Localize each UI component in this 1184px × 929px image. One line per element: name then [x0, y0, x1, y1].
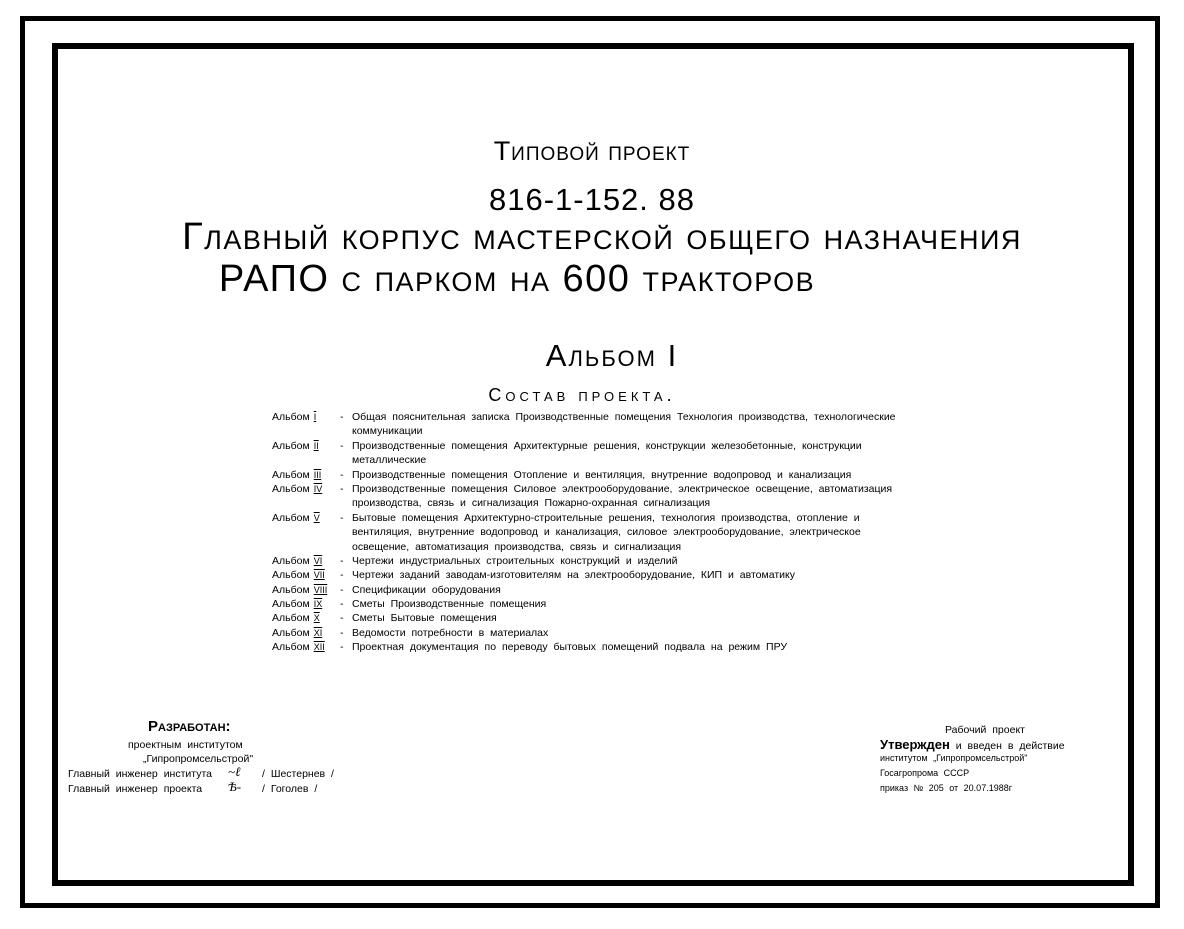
dash: -	[340, 554, 344, 567]
title-line-1: Главный корпус мастерской общего назначения	[182, 216, 1022, 258]
album-description: коммуникации	[352, 425, 423, 438]
album-number: IX	[313, 599, 323, 610]
approval-line-3: институтом „Гипропромсельстрой"	[880, 753, 1028, 763]
album-number: VI	[313, 555, 323, 566]
signature-1: ~ℓ	[228, 764, 241, 779]
album-label-text: Альбом	[272, 626, 310, 639]
album-number: XII	[313, 642, 325, 653]
album-description: Сметы Производственные помещения	[352, 598, 547, 611]
album-label-text: Альбом	[272, 569, 310, 582]
dash: -	[340, 583, 344, 596]
album-number: X	[313, 613, 320, 624]
album-description: вентиляция, внутренние водопровод и канализация, силовое электрооборудование, электрическое	[352, 526, 861, 539]
chief-institute-label: Главный инженер института	[68, 768, 212, 780]
project-number: 816-1-152. 88	[488, 182, 696, 217]
album-description: освещение, автоматизация производства, связь и сигнализация	[352, 540, 682, 553]
album-label-text: Альбом	[272, 554, 310, 567]
album-label	[272, 583, 336, 597]
album-label	[272, 482, 336, 496]
album-label	[272, 554, 336, 568]
dash: -	[340, 468, 344, 481]
signature-2: Ѣ-	[228, 779, 242, 794]
album-label	[272, 439, 336, 453]
contents-heading: Состав проекта.	[488, 385, 676, 405]
album-number: VIII	[313, 584, 328, 595]
album-label	[272, 410, 336, 424]
album-description: Производственные помещения Отопление и вентиляция, внутренние водопровод и канализация	[352, 468, 852, 481]
chief-project-name: / Гоголев /	[262, 783, 318, 795]
chief-project-label: Главный инженер проекта	[68, 783, 203, 795]
album-description: Бытовые помещения Архитектурно-строительные решения, технология производства, отопление и	[352, 511, 860, 524]
chief-institute-name: / Шестернев /	[262, 768, 334, 780]
album-description: Проектная документация по переводу бытовых помещений подвала на режим ПРУ	[352, 641, 788, 654]
approval-line-2	[880, 737, 1065, 752]
approval-line-2-rest: и введен в действие	[955, 740, 1065, 752]
album-description: Спецификации оборудования	[352, 583, 501, 596]
album-label	[272, 626, 336, 640]
album-description: Сметы Бытовые помещения	[352, 612, 497, 625]
album-label-text: Альбом	[272, 511, 310, 524]
album-heading: Альбом I	[545, 338, 679, 373]
project-type: Типовой проект	[493, 136, 691, 166]
dash: -	[340, 626, 344, 639]
album-description: металлические	[352, 454, 427, 467]
album-description: Производственные помещения Силовое электрооборудование, электрическое освещение, автоматизация	[352, 482, 893, 495]
dash: -	[340, 598, 344, 611]
album-description: Общая пояснительная записка Производственные помещения Технология производства, технологические	[352, 411, 896, 423]
album-number: V	[313, 512, 320, 523]
album-description: Ведомости потребности в материалах	[352, 626, 549, 639]
album-description: Чертежи индустриальных строительных конструкций и изделий	[352, 554, 678, 567]
album-number: IV	[313, 483, 323, 494]
album-description: Производственные помещения Архитектурные решения, конструкции железобетонные, конструкции	[352, 439, 862, 452]
album-label	[272, 597, 336, 611]
album-label-text: Альбом	[272, 583, 310, 596]
album-label	[272, 468, 336, 482]
approved-label: Утвержден	[880, 737, 950, 752]
album-description: Чертежи заданий заводам-изготовителям на электрооборудование, КИП и автоматику	[352, 569, 795, 582]
developer-heading: Разработан:	[148, 718, 231, 735]
album-label	[272, 640, 336, 654]
album-label	[272, 568, 336, 582]
album-number: VII	[313, 570, 325, 581]
dash: -	[340, 411, 344, 423]
dash: -	[340, 569, 344, 582]
approval-line-4: Госагропрома СССР	[880, 768, 970, 778]
album-label-text: Альбом	[272, 612, 310, 625]
album-label	[272, 511, 336, 525]
album-label-text: Альбом	[272, 641, 310, 654]
dash: -	[340, 612, 344, 625]
album-label-text: Альбом	[272, 598, 310, 611]
album-number: XI	[313, 627, 323, 638]
developer-line-1: проектным институтом	[128, 739, 243, 751]
album-number: II	[313, 440, 319, 451]
album-label	[272, 611, 336, 625]
album-number: I	[313, 412, 317, 422]
dash: -	[340, 641, 344, 654]
album-description: производства, связь и сигнализация Пожарно-охранная сигнализация	[352, 497, 711, 510]
developer-line-2: „Гипропромсельстрой"	[143, 753, 254, 765]
album-number: III	[313, 469, 322, 480]
title-line-2: РАПО с парком на 600 тракторов	[218, 258, 816, 300]
dash: -	[340, 439, 344, 452]
dash: -	[340, 482, 344, 495]
approval-line-1: Рабочий проект	[945, 724, 1025, 736]
album-label-text: Альбом	[272, 411, 310, 423]
album-label-text: Альбом	[272, 468, 310, 481]
dash: -	[340, 511, 344, 524]
approval-line-5: приказ № 205 от 20.07.1988г	[880, 783, 1013, 793]
album-label-text: Альбом	[272, 482, 310, 495]
album-label-text: Альбом	[272, 439, 310, 452]
